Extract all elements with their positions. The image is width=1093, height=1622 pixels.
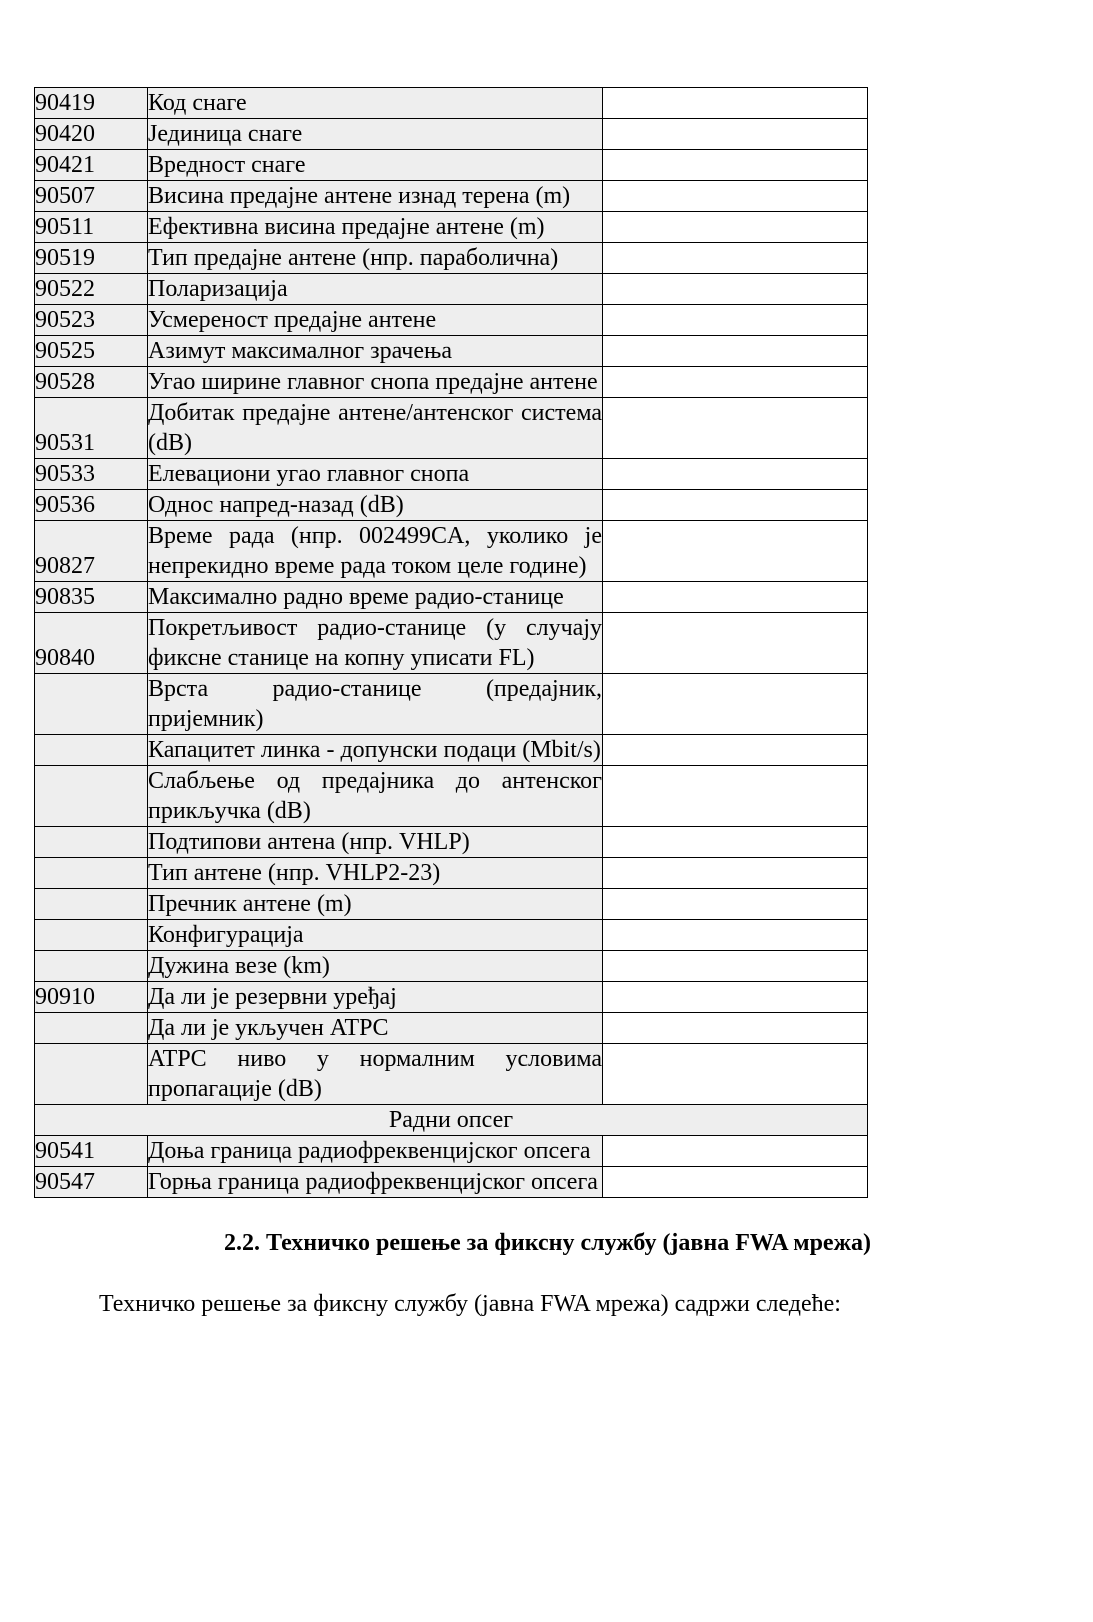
row-value [603, 766, 868, 827]
row-label: Код снаге [148, 88, 603, 119]
row-code: 90419 [35, 88, 148, 119]
table-row [35, 336, 868, 367]
row-code [35, 889, 148, 920]
table-row [35, 119, 868, 150]
row-code [35, 735, 148, 766]
row-label: Поларизација [148, 274, 603, 305]
row-label: Дужина везе (km) [148, 951, 603, 982]
row-code: 90533 [35, 459, 148, 490]
row-code [35, 1044, 148, 1105]
row-value [603, 243, 868, 274]
table-row [35, 982, 868, 1013]
row-code [35, 674, 148, 735]
table-row [35, 858, 868, 889]
row-value [603, 181, 868, 212]
row-code: 90835 [35, 582, 148, 613]
row-label: Вредност снаге [148, 150, 603, 181]
row-code: 90421 [35, 150, 148, 181]
row-code [35, 1013, 148, 1044]
table-row [35, 827, 868, 858]
table-row [35, 582, 868, 613]
row-code [35, 858, 148, 889]
row-label: Покретљивост радио-станице (у случају фиксне станице на копну уписати FL) [148, 613, 603, 674]
row-label: Горња граница радиофреквенцијског опсега [148, 1167, 603, 1198]
table-row [35, 181, 868, 212]
row-label: Јединица снаге [148, 119, 603, 150]
row-code: 90840 [35, 613, 148, 674]
row-value [603, 582, 868, 613]
table-row [35, 88, 868, 119]
row-code: 90536 [35, 490, 148, 521]
row-code: 90525 [35, 336, 148, 367]
row-code: 90541 [35, 1136, 148, 1167]
table-row [35, 1167, 868, 1198]
row-value [603, 858, 868, 889]
row-label: Подтипови антена (нпр. VHLP) [148, 827, 603, 858]
table-row [35, 274, 868, 305]
table-row [35, 951, 868, 982]
row-label: Елевациони угао главног снопа [148, 459, 603, 490]
doc-page [0, 87, 1093, 1622]
row-label: Да ли је укључен ATPC [148, 1013, 603, 1044]
row-code: 90522 [35, 274, 148, 305]
table-row [35, 490, 868, 521]
row-label: Доња граница радиофреквенцијског опсега [148, 1136, 603, 1167]
row-value [603, 735, 868, 766]
row-label: Тип антене (нпр. VHLP2-23) [148, 858, 603, 889]
table-row [35, 1044, 868, 1105]
table-body [35, 88, 868, 1198]
row-label: Максимално радно време радио-станице [148, 582, 603, 613]
table-row [35, 243, 868, 274]
row-value [603, 1044, 868, 1105]
row-label: Да ли је резервни уређај [148, 982, 603, 1013]
table-row [35, 766, 868, 827]
row-code: 90910 [35, 982, 148, 1013]
row-label: Азимут максималног зрачења [148, 336, 603, 367]
row-code: 90507 [35, 181, 148, 212]
row-value [603, 674, 868, 735]
radio-station-data-table [34, 87, 868, 1198]
row-value [603, 398, 868, 459]
row-label: Капацитет линка - допунски подаци (Mbit/s) [148, 735, 603, 766]
table-row [35, 920, 868, 951]
row-code [35, 951, 148, 982]
row-label: Однос напред-назад (dB) [148, 490, 603, 521]
row-value [603, 119, 868, 150]
row-code [35, 766, 148, 827]
table-row [35, 212, 868, 243]
table-row [35, 367, 868, 398]
document-page [0, 87, 1093, 1622]
table-row [35, 1136, 868, 1167]
row-value [603, 920, 868, 951]
row-label: Врста радио-станице (предајник, пријемник) [148, 674, 603, 735]
row-value [603, 1013, 868, 1044]
row-value [603, 305, 868, 336]
row-value [603, 827, 868, 858]
row-value [603, 274, 868, 305]
row-value [603, 521, 868, 582]
row-label: Пречник антене (m) [148, 889, 603, 920]
row-label: Тип предајне антене (нпр. параболична) [148, 243, 603, 274]
row-code: 90547 [35, 1167, 148, 1198]
table-row [35, 521, 868, 582]
row-code: 90827 [35, 521, 148, 582]
row-code: 90528 [35, 367, 148, 398]
row-code: 90523 [35, 305, 148, 336]
row-value [603, 889, 868, 920]
section-row [35, 1105, 868, 1136]
row-code: 90519 [35, 243, 148, 274]
row-code [35, 827, 148, 858]
row-code: 90420 [35, 119, 148, 150]
row-value [603, 1136, 868, 1167]
row-label: Време рада (нпр. 002499CA, уколико је непрекидно време рада током целе године) [148, 521, 603, 582]
row-value [603, 150, 868, 181]
table-row [35, 398, 868, 459]
section-row-label: Радни опсег [35, 1105, 868, 1136]
row-value [603, 212, 868, 243]
table-row [35, 674, 868, 735]
row-code: 90511 [35, 212, 148, 243]
row-value [603, 490, 868, 521]
table-row [35, 150, 868, 181]
row-value [603, 982, 868, 1013]
row-value [603, 367, 868, 398]
row-label: Висина предајне антене изнад терена (m) [148, 181, 603, 212]
section-heading: 2.2. Техничко решење за фиксну службу (јавна FWA мрежа) [224, 1230, 871, 1256]
row-code [35, 920, 148, 951]
row-label: Добитак предајне антене/антенског система (dB) [148, 398, 603, 459]
row-value [603, 951, 868, 982]
row-value [603, 1167, 868, 1198]
row-value [603, 88, 868, 119]
row-value [603, 459, 868, 490]
table-row [35, 1013, 868, 1044]
table-row [35, 613, 868, 674]
table-row [35, 889, 868, 920]
intro-paragraph: Техничко решење за фиксну службу (јавна FWA мрежа) садржи следеће: [99, 1291, 841, 1317]
row-label: Усмереност предајне антене [148, 305, 603, 336]
row-label: Ефективна висина предајне антене (m) [148, 212, 603, 243]
row-label: Слабљење од предајника до антенског прикључка (dB) [148, 766, 603, 827]
row-value [603, 336, 868, 367]
row-code: 90531 [35, 398, 148, 459]
table-row [35, 735, 868, 766]
row-label: Угао ширине главног снопа предајне антене [148, 367, 603, 398]
table-row [35, 305, 868, 336]
row-label: ATPC ниво у нормалним условима пропагације (dB) [148, 1044, 603, 1105]
table-row [35, 459, 868, 490]
row-value [603, 613, 868, 674]
row-label: Конфигурација [148, 920, 603, 951]
